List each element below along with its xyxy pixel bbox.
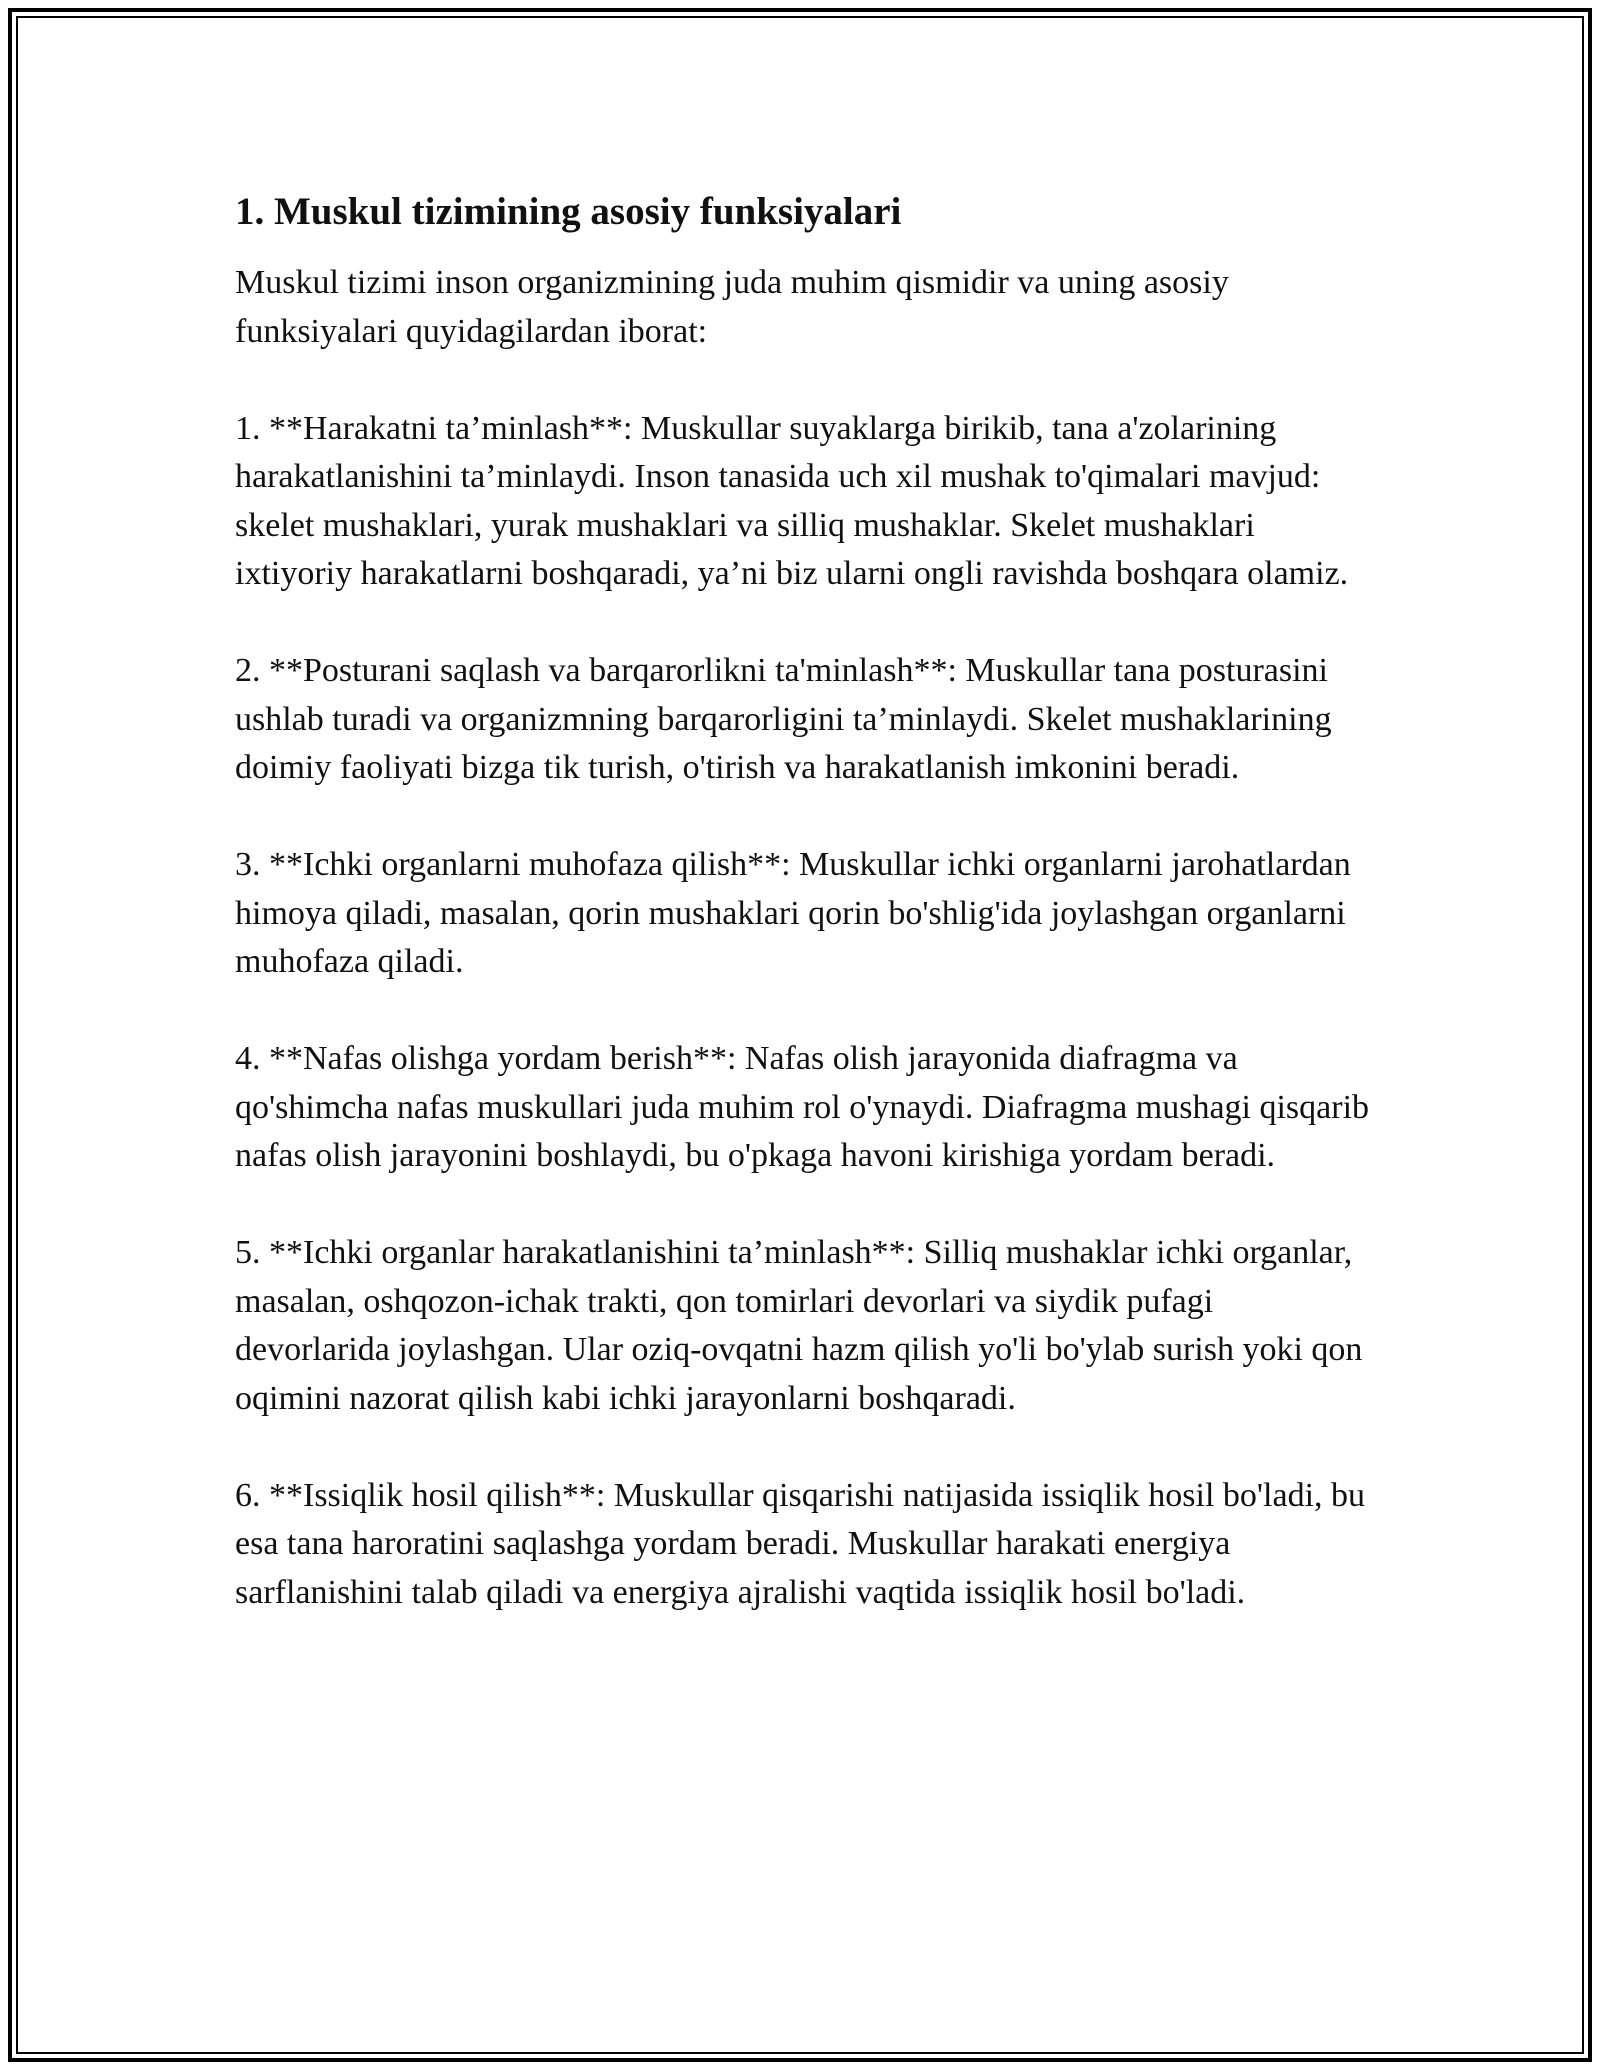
list-item: 5. **Ichki organlar harakatlanishini ta’minlash**: Silliq mushaklar ichki organlar, masalan, oshqozon-ichak trakti, qon tomirlari devorlari va siydik pufagi devorlarida joylashgan. Ular oziq-ovqatni hazm qilish yo'li bo'ylab surish yoki qon oqimini nazorat qilish kabi ichki jarayonlarni boshqaradi. xyxy=(235,1234,1363,1417)
list-item: 1. **Harakatni ta’minlash**: Muskullar suyaklarga birikib, tana a'zolarining harakatlanishini ta’minlaydi. Inson tanasida uch xil mushak to'qimalari mavjud: skelet mushaklari, yurak mushaklari va silliq mushaklar. Skelet mushaklari ixtiyoriy harakatlarni boshqaradi, ya’ni biz ularni ongli ravishda boshqara olamiz. xyxy=(235,409,1349,592)
list-item: 2. **Posturani saqlash va barqarorlikni ta'minlash**: Muskullar tana posturasini ushlab turadi va organizmning barqarorligini ta’minlaydi. Skelet mushaklarining doimiy faoliyati bizga tik turish, o'tirish va harakatlanish imkonini beradi. xyxy=(235,652,1332,786)
document-title: 1. Muskul tizimining asosiy funksiyalari xyxy=(235,190,902,233)
list-item: 6. **Issiqlik hosil qilish**: Muskullar qisqarishi natijasida issiqlik hosil bo'ladi, bu esa tana haroratini saqlashga yordam beradi. Muskullar harakati energiya sarflanishini talab qiladi va energiya ajralishi vaqtida issiqlik hosil bo'ladi. xyxy=(235,1476,1366,1611)
list-item: 3. **Ichki organlarni muhofaza qilish**: Muskullar ichki organlarni jarohatlardan himoya qiladi, masalan, qorin mushaklari qorin bo'shlig'ida joylashgan organlarni muhofaza qiladi. xyxy=(235,846,1351,980)
list-item: 4. **Nafas olishga yordam berish**: Nafas olish jarayonida diafragma va qo'shimcha nafas muskullari juda muhim rol o'ynaydi. Diafragma mushagi qisqarib nafas olish jarayonini boshlaydi, bu o'pkaga havoni kirishiga yordam beradi. xyxy=(235,1040,1370,1174)
document-body xyxy=(235,185,1375,1666)
intro-paragraph: Muskul tizimi inson organizmining juda muhim qismidir va uning asosiy funksiyalari quyidagilardan iborat: xyxy=(235,264,1229,350)
